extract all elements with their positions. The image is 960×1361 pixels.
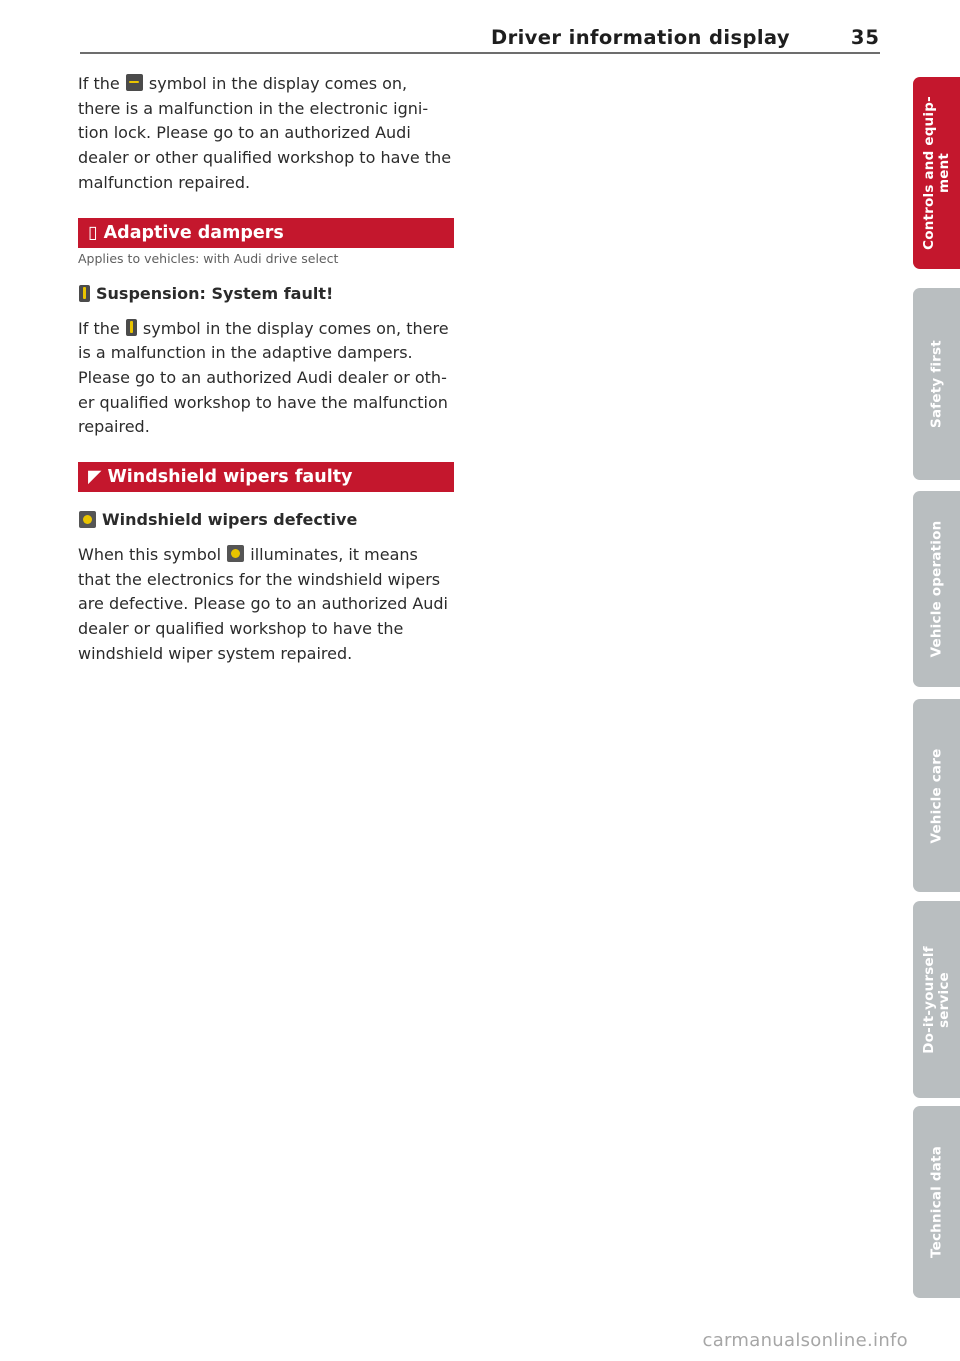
wipers-paragraph [78,543,454,667]
tab-do-it-yourself-service[interactable] [913,901,960,1098]
suspension-fault-subheading: Suspension: System fault! [96,283,334,303]
adaptive-dampers-paragraph [78,317,454,441]
tab-label: Vehicle care [928,748,944,843]
ignition-lock-paragraph [78,72,454,196]
tab-label: Safety first [928,340,944,428]
adaptive-dampers-heading-bar [78,218,454,248]
wipers-defective-subheading: Windshield wipers defective [102,510,358,530]
tab-safety-first[interactable] [913,288,960,480]
suspension-fault-subheading-row [78,284,454,303]
page-title: Driver information display [490,26,790,49]
wipers-defective-subheading-row [78,510,454,529]
tab-label: Vehicle operation [928,520,944,658]
tab-label: Controls and equip- ment [920,96,952,250]
ignition-text-after: symbol in the display comes on, there is a malfunction in the electronic igni- tion lock. Please go to an authorized Audi dealer or other qualified workshop to have the malfunction repaired. [78,74,452,192]
tab-label: Do-it-yourself service [920,945,952,1054]
tab-technical-data[interactable] [913,1106,960,1298]
wiper-icon: ◤ [88,467,102,488]
watermark: carmanualsonline.info [702,1330,908,1351]
applies-to-note: Applies to vehicles: with Audi drive select [78,250,339,266]
wipers-text-before: When this symbol [78,545,222,565]
wiper-symbol-inline-icon [227,545,244,562]
page-number: 35 [850,26,880,49]
tab-label: Technical data [928,1146,944,1258]
damper-icon: ▯ [88,222,98,243]
tab-vehicle-operation[interactable] [913,491,960,687]
ignition-text-before: If the [78,74,120,93]
tab-vehicle-care[interactable] [913,699,960,892]
wiper-warning-icon [79,511,96,528]
tab-controls-and-equipment[interactable] [913,77,960,269]
ignition-lock-warning-icon [126,74,143,91]
main-content [78,72,454,667]
wipers-heading: Windshield wipers faulty [107,467,353,488]
dampers-text-before: If the [78,318,120,338]
dampers-text-after: symbol in the display comes on, there is a malfunction in the adaptive dampers. Please go to an authorized Audi dealer or oth- er qualified workshop to have the malfunction repaired. [78,318,449,437]
adaptive-dampers-heading: Adaptive dampers [103,222,284,243]
damper-symbol-inline-icon [126,319,137,336]
wipers-heading-bar [78,462,454,492]
page-header [80,20,880,54]
wipers-text-after: illuminates, it means that the electronics for the windshield wipers are defective. Please go to an authorized Audi dealer or qualified workshop to have the windshield wiper system repaired. [78,545,448,663]
suspension-warning-icon [79,285,90,302]
